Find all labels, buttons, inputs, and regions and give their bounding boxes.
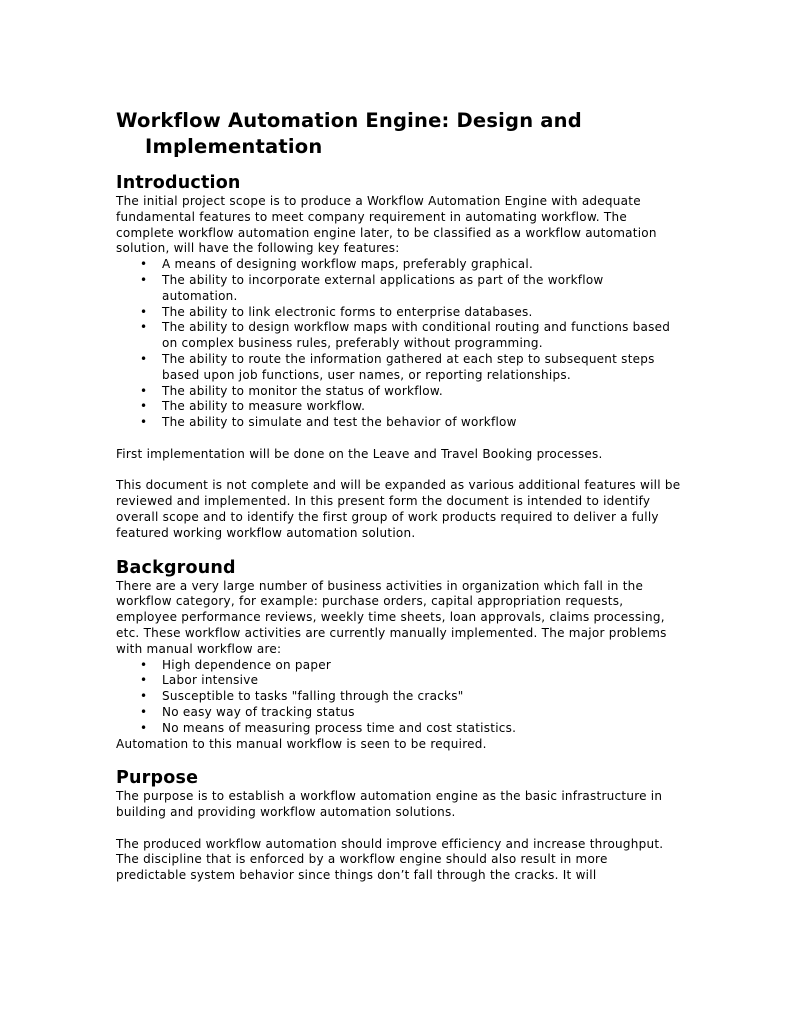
list-item: • The ability to design workflow maps with conditional routing and functions based on complex business rules, preferably without programming. bbox=[140, 320, 671, 351]
bullet-icon: • bbox=[140, 320, 148, 335]
bullet-icon: • bbox=[140, 657, 148, 672]
list-item: • The ability to route the information gathered at each step to subsequent steps based upon job functions, user names, or reporting relationships. bbox=[140, 351, 655, 382]
section-introduction bbox=[116, 172, 681, 542]
document-page bbox=[116, 108, 681, 884]
bullet-icon: • bbox=[140, 399, 148, 414]
bullet-icon: • bbox=[140, 304, 148, 319]
section-heading-purpose: Purpose bbox=[116, 768, 199, 789]
purpose-paragraph: The purpose is to establish a workflow automation engine as the basic infrastructure in building and providing workflow automation solutions. bbox=[116, 789, 663, 820]
implementation-paragraph: First implementation will be done on the Leave and Travel Booking processes. bbox=[116, 446, 603, 461]
bullet-icon: • bbox=[140, 673, 148, 688]
document-title: Workflow Automation Engine: Design and Implementation bbox=[116, 109, 582, 158]
list-item: • The ability to measure workflow. bbox=[140, 399, 366, 414]
list-item: • The ability to simulate and test the behavior of workflow bbox=[140, 415, 517, 430]
list-item: • The ability to link electronic forms to enterprise databases. bbox=[140, 304, 533, 319]
bullet-icon: • bbox=[140, 704, 148, 719]
problems-list bbox=[116, 658, 681, 737]
bullet-icon: • bbox=[140, 257, 148, 272]
list-item: • High dependence on paper bbox=[140, 657, 332, 672]
list-item: • No means of measuring process time and cost statistics. bbox=[140, 720, 517, 735]
bullet-icon: • bbox=[140, 351, 148, 366]
list-item: • The ability to monitor the status of workflow. bbox=[140, 383, 443, 398]
bullet-icon: • bbox=[140, 415, 148, 430]
list-item: • The ability to incorporate external applications as part of the workflow automation. bbox=[140, 272, 604, 303]
introduction-paragraph: The initial project scope is to produce a Workflow Automation Engine with adequate fundamental features to meet company requirement in automating workflow. The complete workflow automation engine later, to be classified as a workflow automation solution, will have the following key features: bbox=[116, 194, 657, 256]
list-item: • A means of designing workflow maps, preferably graphical. bbox=[140, 257, 534, 272]
background-closing: Automation to this manual workflow is seen to be required. bbox=[116, 736, 487, 751]
bullet-icon: • bbox=[140, 383, 148, 398]
bullet-icon: • bbox=[140, 720, 148, 735]
list-item: • Labor intensive bbox=[140, 673, 259, 688]
list-item: • Susceptible to tasks "falling through the cracks" bbox=[140, 689, 464, 704]
purpose-paragraph-2: The produced workflow automation should improve efficiency and increase throughput. The discipline that is enforced by a workflow engine should also result in more predictable system behavior since things don’t fall through the cracks. It will bbox=[116, 836, 664, 883]
background-paragraph: There are a very large number of business activities in organization which fall in the workflow category, for example: purchase orders, capital appropriation requests, employee performance reviews, weekly time sheets, loan approvals, claims processing, etc. These workflow activities are currently manually implemented. The major problems with manual workflow are: bbox=[116, 578, 667, 656]
list-item: • No easy way of tracking status bbox=[140, 704, 355, 719]
section-heading-background: Background bbox=[116, 557, 236, 578]
section-background bbox=[116, 557, 681, 753]
section-purpose bbox=[116, 767, 681, 884]
bullet-icon: • bbox=[140, 689, 148, 704]
section-heading-introduction: Introduction bbox=[116, 173, 241, 193]
scope-paragraph: This document is not complete and will be expanded as various additional features will be reviewed and implemented. In this present form the document is intended to identify overall scope and to identify the first group of work products required to deliver a fully featured working workflow automation solution. bbox=[116, 478, 681, 540]
bullet-icon: • bbox=[140, 272, 148, 287]
features-list bbox=[116, 257, 681, 431]
